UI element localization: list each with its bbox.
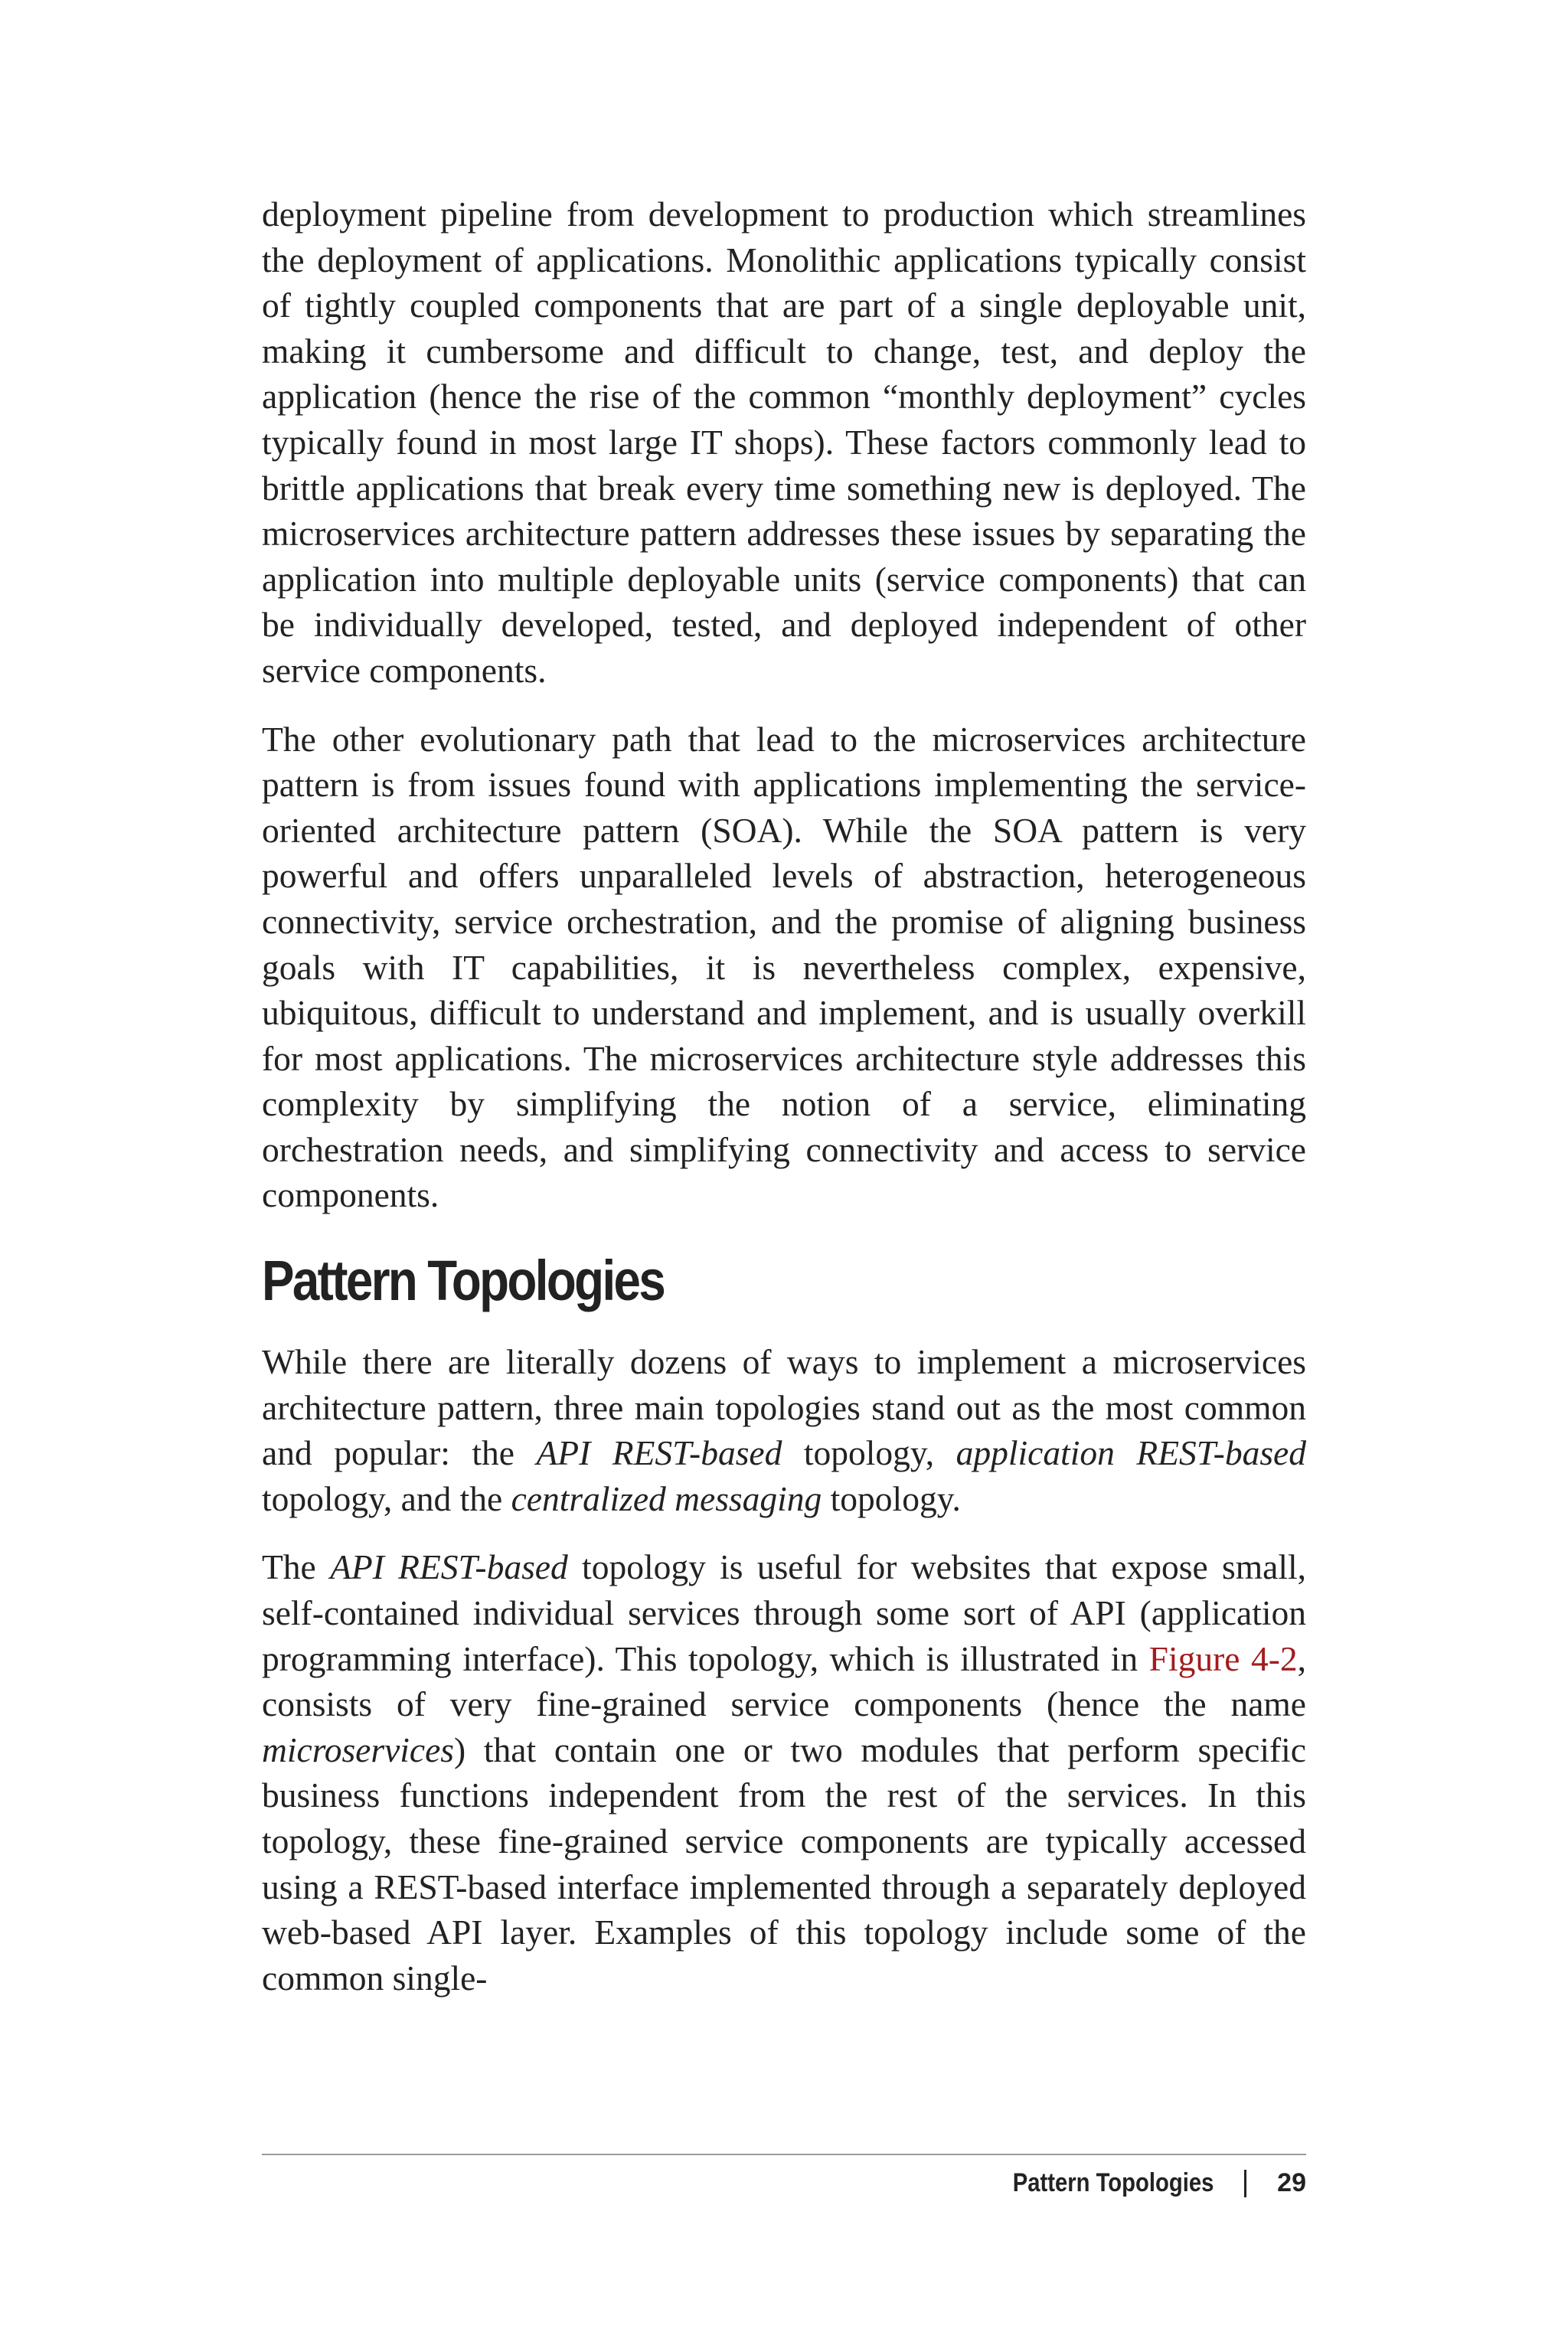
paragraph-soa-evolution: The other evolutionary path that lead to the microservices architecture pattern is from issues found with applications implementing the service-oriented architecture pattern (SOA). While the SOA pattern is very powerful and offers unparalleled levels of abstraction, heterogeneous connectivity, service orchestration, and the promise of aligning business goals with IT capabilities, it is nevertheless complex, expensive, ubiquitous, difficult to understand and implement, and is usually overkill for most applications. The microservices architecture style addresses this complexity by simplifying the notion of a service, eliminating orchestration needs, and simplifying connectivity and access to service components. [262, 719, 1306, 1215]
text-run: topology, [782, 1433, 956, 1473]
footer-rule [262, 2154, 1306, 2155]
paragraph-deployment-pipeline: deployment pipeline from development to production which streamlines the deployment of applications. Monolithic applications typically consist of tightly coupled components that are part of a single deployable unit, making it cumbersome and difficult to change, test, and deploy the application (hence the rise of the common “monthly deployment” cycles typically found in most large IT shops). These factors commonly lead to brittle applications that break every time something new is deployed. The microservices architecture pattern addresses these issues by separating the application into multiple deployable units (service components) that can be individually developed, tested, and deployed independent of other service components. [262, 194, 1306, 690]
text-run: topology, and the [262, 1478, 511, 1518]
page-number: 29 [1277, 2168, 1306, 2197]
text-run: ) that contain one or two modules that perform specific business functions independent from the rest of the services. In this topology, these fine-grained service components are typically accessed using a REST-based interface implemented through a separately deployed web-based API layer. Examples of this topology include some of the common single- [262, 1730, 1306, 1998]
emphasis-microservices: microservices [262, 1730, 455, 1769]
emphasis-centralized-messaging: centralized messaging [511, 1478, 822, 1518]
emphasis-api-rest-based: API REST-based [536, 1433, 782, 1473]
figure-4-2-link[interactable]: Figure 4-2 [1148, 1638, 1298, 1678]
page-footer [980, 2168, 1306, 2198]
text-run: topology is useful for websites that expose small, self-contained individual services through some sort of API (application programming interface). This topology, which is illustrated in [262, 1547, 1306, 1678]
paragraph-api-rest-topology [262, 1544, 1306, 2001]
text-run: The [262, 1547, 331, 1587]
paragraph-topologies-intro [262, 1339, 1306, 1521]
text-run: topology. [822, 1478, 961, 1518]
section-heading: Pattern Topologies [262, 1249, 665, 1313]
emphasis-application-rest-based: application REST-based [956, 1433, 1306, 1473]
text-run: , consists of very fine-grained service components (hence the name [262, 1638, 1306, 1724]
running-title: Pattern Topologies [1012, 2168, 1214, 2197]
page-body [262, 191, 1306, 2024]
footer-separator [1244, 2170, 1246, 2197]
text-run: While there are literally dozens of ways to implement a microservices architecture pattern, three main topologies stand out as the most common and popular: the [262, 1342, 1306, 1473]
emphasis-api-rest-based: API REST-based [330, 1547, 568, 1587]
